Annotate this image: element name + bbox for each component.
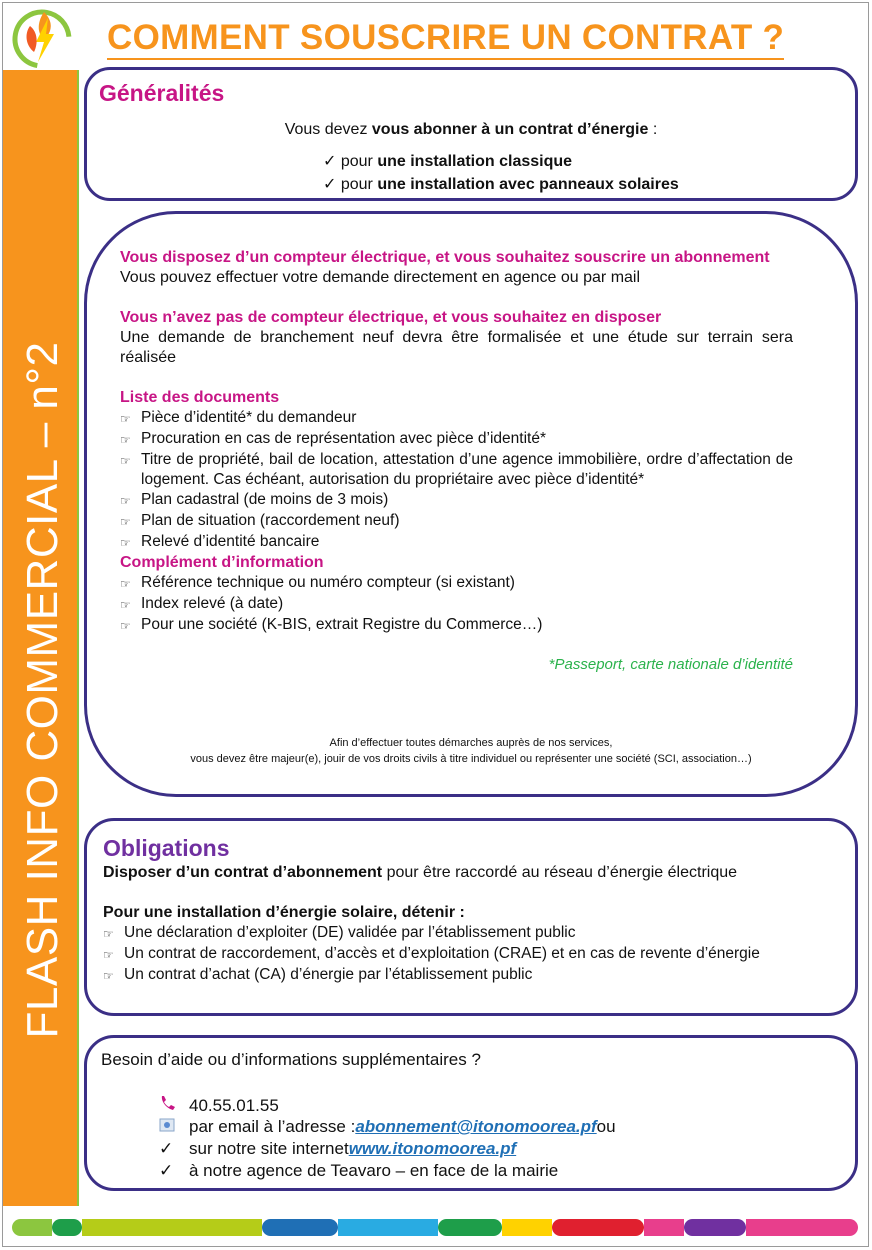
- stripe-segment: [502, 1219, 552, 1236]
- list-item: ☞ Plan de situation (raccordement neuf): [120, 511, 793, 532]
- section1-text: Vous pouvez effectuer votre demande directement en agence ou par mail: [120, 269, 641, 286]
- main-info-box: [84, 211, 858, 797]
- obligations-box: [84, 818, 858, 1016]
- pointing-hand-icon: ☞: [103, 927, 114, 941]
- pointing-hand-icon: ☞: [120, 577, 131, 591]
- obligations-heading: Obligations: [103, 835, 230, 861]
- stripe-segment: [262, 1219, 338, 1236]
- list-item: ☞ Une déclaration d’exploiter (DE) validée par l’établissement public: [103, 923, 815, 944]
- website-link[interactable]: www.itonomoorea.pf: [348, 1139, 517, 1158]
- energy-logo-icon: [8, 4, 76, 70]
- contact-email: par email à l’adresse : abonnement@itonomoorea.pf ou: [159, 1116, 616, 1138]
- list-item: ☞ Pour une société (K-BIS, extrait Registre du Commerce…): [120, 615, 793, 636]
- list-item: ✓ pour une installation avec panneaux solaires: [323, 176, 679, 193]
- contact-site: ✓ sur notre site internet www.itonomoorea.pf: [159, 1139, 517, 1158]
- complement-heading: Complément d’information: [120, 554, 324, 571]
- pointing-hand-icon: ☞: [103, 948, 114, 962]
- list-item: ☞ Procuration en cas de représentation avec pièce d’identité*: [120, 429, 793, 450]
- stripe-segment: [438, 1219, 502, 1236]
- page-title: COMMENT SOUSCRIRE UN CONTRAT ?: [107, 18, 784, 60]
- list-item: ✓ pour une installation classique: [323, 153, 573, 170]
- section1-heading: Vous disposez d’un compteur électrique, et vous souhaitez souscrire un abonnement: [120, 249, 770, 266]
- solar-heading: Pour une installation d’énergie solaire, détenir :: [103, 904, 465, 921]
- stripe-segment: [552, 1219, 644, 1236]
- list-item: ☞ Relevé d’identité bancaire: [120, 532, 793, 553]
- documents-list: [120, 408, 793, 553]
- stripe-segment: [746, 1219, 858, 1236]
- phone-icon: [159, 1094, 189, 1118]
- contact-agency: ✓ à notre agence de Teavaro – en face de la mairie: [159, 1161, 559, 1180]
- list-item: ☞ Un contrat d’achat (CA) d’énergie par l’établissement public: [103, 965, 815, 986]
- pointing-hand-icon: ☞: [120, 598, 131, 612]
- stripe-segment: [338, 1219, 438, 1236]
- email-link[interactable]: abonnement@itonomoorea.pf: [355, 1117, 597, 1136]
- pointing-hand-icon: ☞: [120, 412, 131, 426]
- check-icon: ✓: [323, 153, 337, 170]
- pointing-hand-icon: ☞: [103, 969, 114, 983]
- contact-box: [84, 1035, 858, 1191]
- pointing-hand-icon: ☞: [120, 433, 131, 447]
- obligations-content: [103, 863, 815, 986]
- stripe-segment: [82, 1219, 262, 1236]
- pointing-hand-icon: ☞: [120, 536, 131, 550]
- notice: Afin d’effectuer toutes démarches auprès de nos services, vous devez être majeur(e), jouir de vos droits civils à titre individuel ou représenter une société (SCI, association…): [190, 737, 752, 765]
- check-icon: ✓: [323, 176, 337, 193]
- check-icon: ✓: [159, 1139, 174, 1158]
- list-item: ☞ Référence technique ou numéro compteur (si existant): [120, 573, 793, 594]
- list-item: ☞ Titre de propriété, bail de location, attestation d’une agence immobilière, ordre d’affectation de logement. Cas échéant, autorisation du propriétaire avec pièce d’identité*: [120, 451, 793, 488]
- decorative-color-stripe: [12, 1219, 858, 1236]
- stripe-segment: [12, 1219, 52, 1236]
- list-item: ☞ Pièce d’identité* du demandeur: [120, 408, 793, 429]
- list-item: ☞ Index relevé (à date): [120, 594, 793, 615]
- section2-text: Une demande de branchement neuf devra être formalisée et une étude sur terrain sera réalisée: [120, 329, 793, 366]
- pointing-hand-icon: ☞: [120, 619, 131, 633]
- generalites-intro: Vous devez vous abonner à un contrat d’énergie :: [284, 121, 658, 138]
- generalites-list: [323, 150, 679, 196]
- list-item: ☞ Plan cadastral (de moins de 3 mois): [120, 490, 793, 511]
- pointing-hand-icon: ☞: [120, 454, 131, 468]
- stripe-segment: [644, 1219, 684, 1236]
- documents-heading: Liste des documents: [120, 389, 280, 406]
- check-icon: ✓: [159, 1161, 174, 1180]
- stripe-segment: [684, 1219, 746, 1236]
- contact-heading: Besoin d’aide ou d’informations supplémentaires ?: [101, 1050, 481, 1069]
- complement-list: [120, 573, 793, 636]
- sidebar-banner: [3, 70, 79, 1206]
- section2-heading: Vous n’avez pas de compteur électrique, et vous souhaitez en disposer: [120, 309, 662, 326]
- pointing-hand-icon: ☞: [120, 515, 131, 529]
- generalites-box: [84, 67, 858, 201]
- pointing-hand-icon: ☞: [120, 494, 131, 508]
- main-content: [120, 248, 793, 673]
- list-item: ☞ Un contrat de raccordement, d’accès et d’exploitation (CRAE) et en cas de revente d’énergie: [103, 944, 815, 965]
- generalites-heading: Généralités: [99, 80, 225, 106]
- contact-phone: 40.55.01.55: [159, 1094, 279, 1118]
- email-icon: [159, 1116, 189, 1138]
- footnote: *Passeport, carte nationale d’identité: [548, 656, 793, 673]
- obligations-line1: Disposer d’un contrat d’abonnement pour être raccordé au réseau d’énergie électrique: [103, 864, 738, 881]
- stripe-segment: [52, 1219, 82, 1236]
- sidebar-label: FLASH INFO COMMERCIAL – n°2: [18, 341, 67, 1039]
